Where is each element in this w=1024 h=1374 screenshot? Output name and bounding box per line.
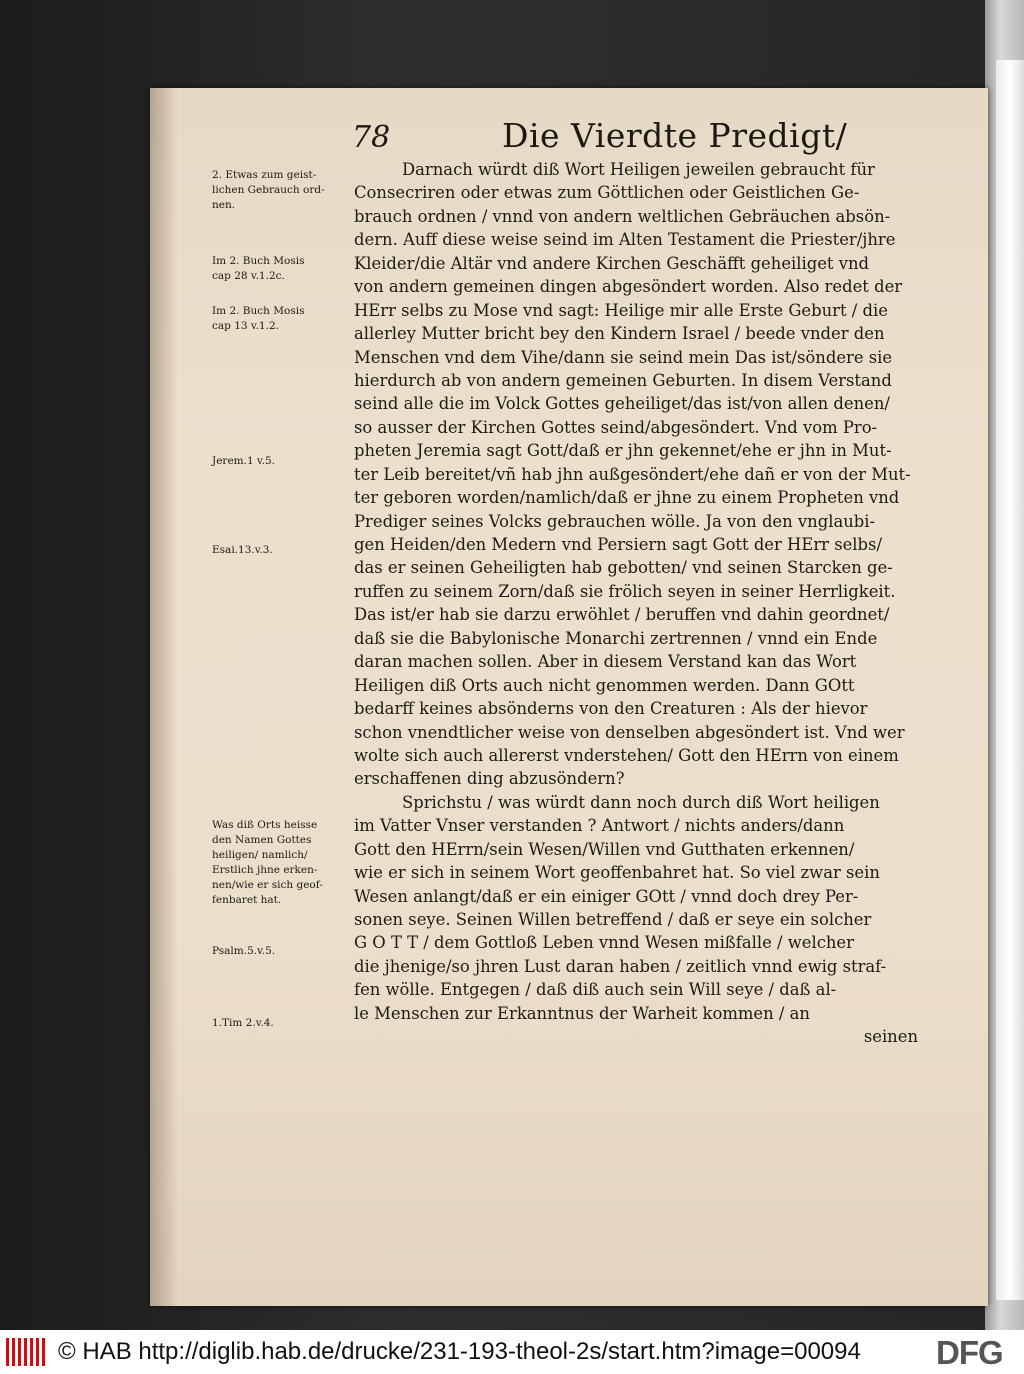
page-number: 78 xyxy=(352,120,391,155)
margin-note-8 xyxy=(212,1016,350,1031)
text-line: HErr selbs zu Mose vnd sagt: Heilige mir alle Erste Geburt / die xyxy=(354,300,888,320)
margin-note-line: Im 2. Buch Mosis xyxy=(212,305,305,317)
margin-note-4 xyxy=(212,454,350,469)
margin-note-line: fenbaret hat. xyxy=(212,894,282,906)
margin-note-line: cap 13 v.1.2. xyxy=(212,320,279,332)
text-line: Sprichstu / was würdt dann noch durch diß Wort heiligen xyxy=(402,792,880,812)
text-line: daß sie die Babylonische Monarchi zertrennen / vnnd ein Ende xyxy=(354,628,878,648)
text-line: Menschen vnd dem Vihe/dann sie seind mein Das ist/söndere sie xyxy=(354,347,893,367)
text-line: ter Leib bereitet/vñ hab jhn außgesöndert/ehe dañ er von der Mut- xyxy=(354,464,911,484)
text-line: seind alle die im Volck Gottes geheiliget/das ist/von allen denen/ xyxy=(354,394,890,414)
text-line: le Menschen zur Erkanntnus der Warheit kommen / an xyxy=(354,1003,810,1023)
margin-note-line: 1.Tim 2.v.4. xyxy=(212,1017,274,1029)
margin-note-2 xyxy=(212,254,350,284)
text-line: Gott den HErrn/sein Wesen/Willen vnd Gutthaten erkennen/ xyxy=(354,839,855,859)
margin-note-line: den Namen Gottes xyxy=(212,834,312,846)
text-line: daran machen sollen. Aber in diesem Verstand kan das Wort xyxy=(354,652,857,672)
text-line: Wesen anlangt/daß er ein einiger GOtt / vnnd doch drey Per- xyxy=(354,886,859,906)
footer-bar xyxy=(0,1330,1024,1374)
text-line: gen Heiden/den Medern vnd Persiern sagt Gott der HErr selbs/ xyxy=(354,535,882,554)
dfg-logo: DFG xyxy=(936,1334,1003,1371)
text-line: das er seinen Geheiligten hab gebotten/ vnd seinen Starcken ge- xyxy=(354,558,893,578)
text-line: schon vnendtlicher weise von denselben abgesöndert ist. Vnd wer xyxy=(354,722,905,742)
page-header xyxy=(352,116,912,160)
margin-note-line: lichen Gebrauch ord- xyxy=(212,184,325,196)
footer-copyright-url[interactable]: © HAB http://diglib.hab.de/drucke/231-193-theol-2s/start.htm?image=00094 xyxy=(58,1338,861,1365)
text-line: seinen xyxy=(863,1027,918,1047)
text-line: pheten Jeremia sagt Gott/daß er jhn gekennet/ehe er jhn in Mut- xyxy=(354,441,892,461)
margin-note-line: Im 2. Buch Mosis xyxy=(212,255,305,267)
margin-note-1 xyxy=(212,168,350,213)
running-head: Die Vierdte Predigt/ xyxy=(502,116,848,155)
text-line: dern. Auff diese weise seind im Alten Testament die Priester/jhre xyxy=(354,230,896,250)
main-text-block xyxy=(354,158,918,1049)
margin-note-line: Psalm.5.v.5. xyxy=(212,945,276,957)
text-line: Darnach würdt diß Wort Heiligen jeweilen gebraucht für xyxy=(402,160,875,179)
margin-note-line: nen. xyxy=(212,199,236,211)
margin-note-line: cap 28 v.1.2c. xyxy=(212,270,285,282)
margin-note-7 xyxy=(212,944,350,959)
text-line: brauch ordnen / vnnd von andern weltlichen Gebräuchen absön- xyxy=(354,206,891,226)
text-line: Consecriren oder etwas zum Göttlichen oder Geistlichen Ge- xyxy=(354,183,860,203)
margin-note-line: heiligen/ namlich/ xyxy=(212,849,308,861)
text-line: allerley Mutter bricht bey den Kindern Israel / beede vnder den xyxy=(354,324,885,344)
margin-note-line: nen/wie er sich geof- xyxy=(212,879,323,891)
text-line: Kleider/die Altär vnd andere Kirchen Geschäfft geheiliget vnd xyxy=(354,253,870,273)
text-line: ter geboren worden/namlich/daß er jhne zu einem Propheten vnd xyxy=(354,488,900,508)
text-line: fen wölle. Entgegen / daß diß auch sein Will seye / daß al- xyxy=(354,980,837,1000)
text-line: Heiligen diß Orts auch nicht genommen werden. Dann GOtt xyxy=(354,675,855,695)
text-line: wolte sich auch allererst vnderstehen/ Gott den HErrn von einem xyxy=(354,745,899,765)
text-line: erschaffenen ding abzusöndern? xyxy=(354,769,625,789)
margin-note-line: Was diß Orts heisse xyxy=(212,819,318,831)
margin-note-line: Esai.13.v.3. xyxy=(212,544,273,556)
margin-note-5 xyxy=(212,543,350,558)
text-line: ruffen zu seinem Zorn/daß sie frölich seyen in seiner Herrligkeit. xyxy=(354,581,896,601)
margin-note-line: Erstlich jhne erken- xyxy=(212,864,318,876)
page-stack-highlight xyxy=(996,60,1024,1300)
text-line: die jhenige/so jhren Lust daran haben / zeitlich vnnd ewig straf- xyxy=(354,956,887,976)
text-line: so ausser der Kirchen Gottes seind/abgesöndert. Vnd vom Pro- xyxy=(354,417,878,437)
margin-note-3 xyxy=(212,304,350,334)
text-line: Prediger seines Volcks gebrauchen wölle. Ja von den vnglaubi- xyxy=(354,511,876,531)
barcode-icon xyxy=(6,1338,46,1366)
text-line: sonen seye. Seinen Willen betreffend / daß er seye ein solcher xyxy=(354,910,872,929)
text-line: von andern gemeinen dingen abgesöndert worden. Also redet der xyxy=(354,277,903,297)
page-gutter-shadow xyxy=(150,88,178,1306)
text-line: wie er sich in seinem Wort geoffenbahret hat. So viel zwar sein xyxy=(354,863,880,883)
text-line: hierdurch ab von andern gemeinen Geburten. In disem Verstand xyxy=(354,370,892,390)
text-line: bedarff keines absönderns von den Creaturen : Als der hievor xyxy=(354,699,868,719)
text-line: im Vatter Vnser verstanden ? Antwort / nichts anders/dann xyxy=(354,816,845,836)
text-line: G O T T / dem Gottloß Leben vnnd Wesen mißfalle / welcher xyxy=(354,933,854,953)
margin-note-line: 2. Etwas zum geist- xyxy=(212,169,317,181)
margin-note-6 xyxy=(212,818,350,908)
text-line: Das ist/er hab sie darzu erwöhlet / beruffen vnd dahin geordnet/ xyxy=(354,605,890,625)
margin-note-line: Jerem.1 v.5. xyxy=(212,455,276,467)
